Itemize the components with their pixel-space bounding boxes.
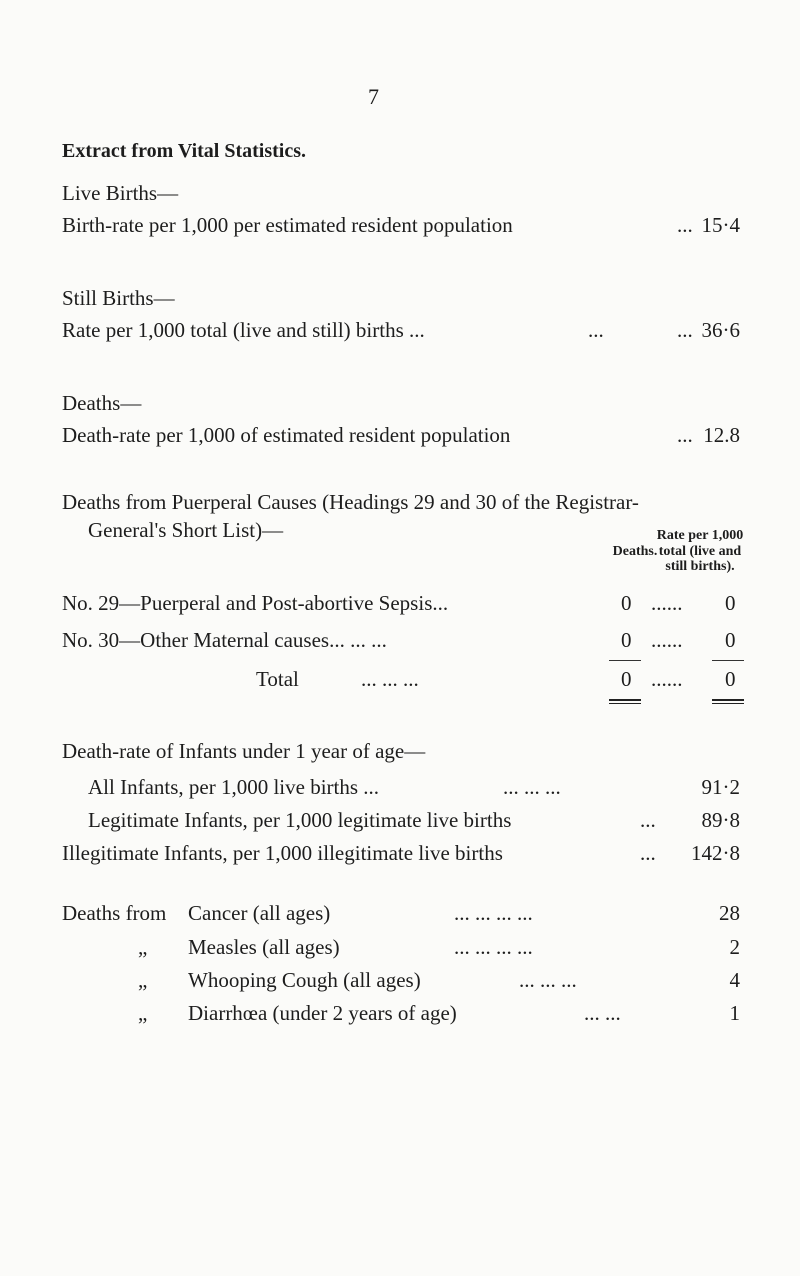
live-births-heading: Live Births— xyxy=(62,181,179,205)
birth-rate-value: 15·4 xyxy=(701,213,740,237)
infant-death-rate-heading: Death-rate of Infants under 1 year of age— xyxy=(62,739,426,763)
puerperal-total-label: Total xyxy=(256,667,299,691)
puerperal-row-30-label: No. 30—Other Maternal causes... ... ... xyxy=(62,628,387,652)
ditto-mark-diarrhoea: „ xyxy=(138,1001,148,1025)
still-birth-rate-leader-2: ... xyxy=(677,318,693,342)
total-double-rule-deaths xyxy=(609,699,641,704)
cause-whooping-cough-leader: ... ... ... xyxy=(519,968,577,992)
ditto-mark-measles: „ xyxy=(138,935,148,959)
ditto-mark-whooping-cough: „ xyxy=(138,968,148,992)
still-birth-rate-value: 36·6 xyxy=(701,318,740,342)
death-rate-label: Death-rate per 1,000 of estimated resident population xyxy=(62,423,511,447)
infant-row-legitimate-value: 89·8 xyxy=(701,808,740,832)
puerperal-heading-line2: General's Short List)— xyxy=(88,518,284,542)
cause-whooping-cough-label: Whooping Cough (all ages) xyxy=(188,968,421,992)
puerperal-total-deaths: 0 xyxy=(621,667,632,691)
infant-row-legitimate-leader: ... xyxy=(640,808,656,832)
puerperal-heading-line1: Deaths from Puerperal Causes (Headings 29 and 30 of the Registrar- xyxy=(62,490,639,514)
column-header-rate-line2: total (live and xyxy=(658,544,742,559)
deaths-heading: Deaths— xyxy=(62,391,142,415)
still-birth-rate-leader: ... xyxy=(588,318,604,342)
cause-measles-value: 2 xyxy=(729,935,740,959)
column-header-deaths: Deaths. xyxy=(612,544,658,559)
birth-rate-leader: ... xyxy=(677,213,693,237)
column-header-rate-line3: still births). xyxy=(665,559,735,574)
cause-cancer-value: 28 xyxy=(719,901,740,925)
puerperal-row-29-rate: 0 xyxy=(725,591,736,615)
death-rate-value: 12.8 xyxy=(703,423,740,447)
cause-cancer-label: Cancer (all ages) xyxy=(188,901,331,925)
puerperal-total-dots: ... ... ... xyxy=(361,667,419,691)
birth-rate-label: Birth-rate per 1,000 per estimated resident population xyxy=(62,213,513,237)
death-rate-leader: ... xyxy=(677,423,693,447)
puerperal-total-leader: ...... xyxy=(651,667,683,691)
puerperal-row-29-leader: ...... xyxy=(651,591,683,615)
cause-diarrhoea-leader: ... ... xyxy=(584,1001,621,1025)
total-double-rule-rate xyxy=(712,699,744,704)
cause-measles-label: Measles (all ages) xyxy=(188,935,340,959)
infant-row-illegitimate-value: 142·8 xyxy=(691,841,740,865)
infant-row-legitimate-label: Legitimate Infants, per 1,000 legitimate live births xyxy=(88,808,512,832)
page-title: Extract from Vital Statistics. xyxy=(62,140,307,162)
puerperal-row-30-deaths: 0 xyxy=(621,628,632,652)
cause-diarrhoea-value: 1 xyxy=(729,1001,740,1025)
cause-cancer-leader: ... ... ... ... xyxy=(454,901,533,925)
still-births-heading: Still Births— xyxy=(62,286,175,310)
page-number: 7 xyxy=(368,84,379,109)
puerperal-row-30-rate: 0 xyxy=(725,628,736,652)
subtotal-rule-deaths xyxy=(609,660,641,661)
infant-row-all-label: All Infants, per 1,000 live births ... xyxy=(88,775,380,799)
puerperal-row-29-label: No. 29—Puerperal and Post-abortive Sepsis... xyxy=(62,591,449,615)
infant-row-illegitimate-label: Illegitimate Infants, per 1,000 illegitimate live births xyxy=(62,841,503,865)
infant-row-all-leader: ... ... ... xyxy=(503,775,561,799)
puerperal-row-30-leader: ...... xyxy=(651,628,683,652)
cause-whooping-cough-value: 4 xyxy=(729,968,740,992)
cause-diarrhoea-label: Diarrhœa (under 2 years of age) xyxy=(188,1001,457,1025)
infant-row-all-value: 91·2 xyxy=(701,775,740,799)
cause-measles-leader: ... ... ... ... xyxy=(454,935,533,959)
subtotal-rule-rate xyxy=(712,660,744,661)
infant-row-illegitimate-leader: ... xyxy=(640,841,656,865)
puerperal-total-rate: 0 xyxy=(725,667,736,691)
puerperal-row-29-deaths: 0 xyxy=(621,591,632,615)
column-header-rate-line1: Rate per 1,000 xyxy=(656,528,744,543)
deaths-from-prefix: Deaths from xyxy=(62,901,167,925)
still-birth-rate-label: Rate per 1,000 total (live and still) births ... xyxy=(62,318,425,342)
